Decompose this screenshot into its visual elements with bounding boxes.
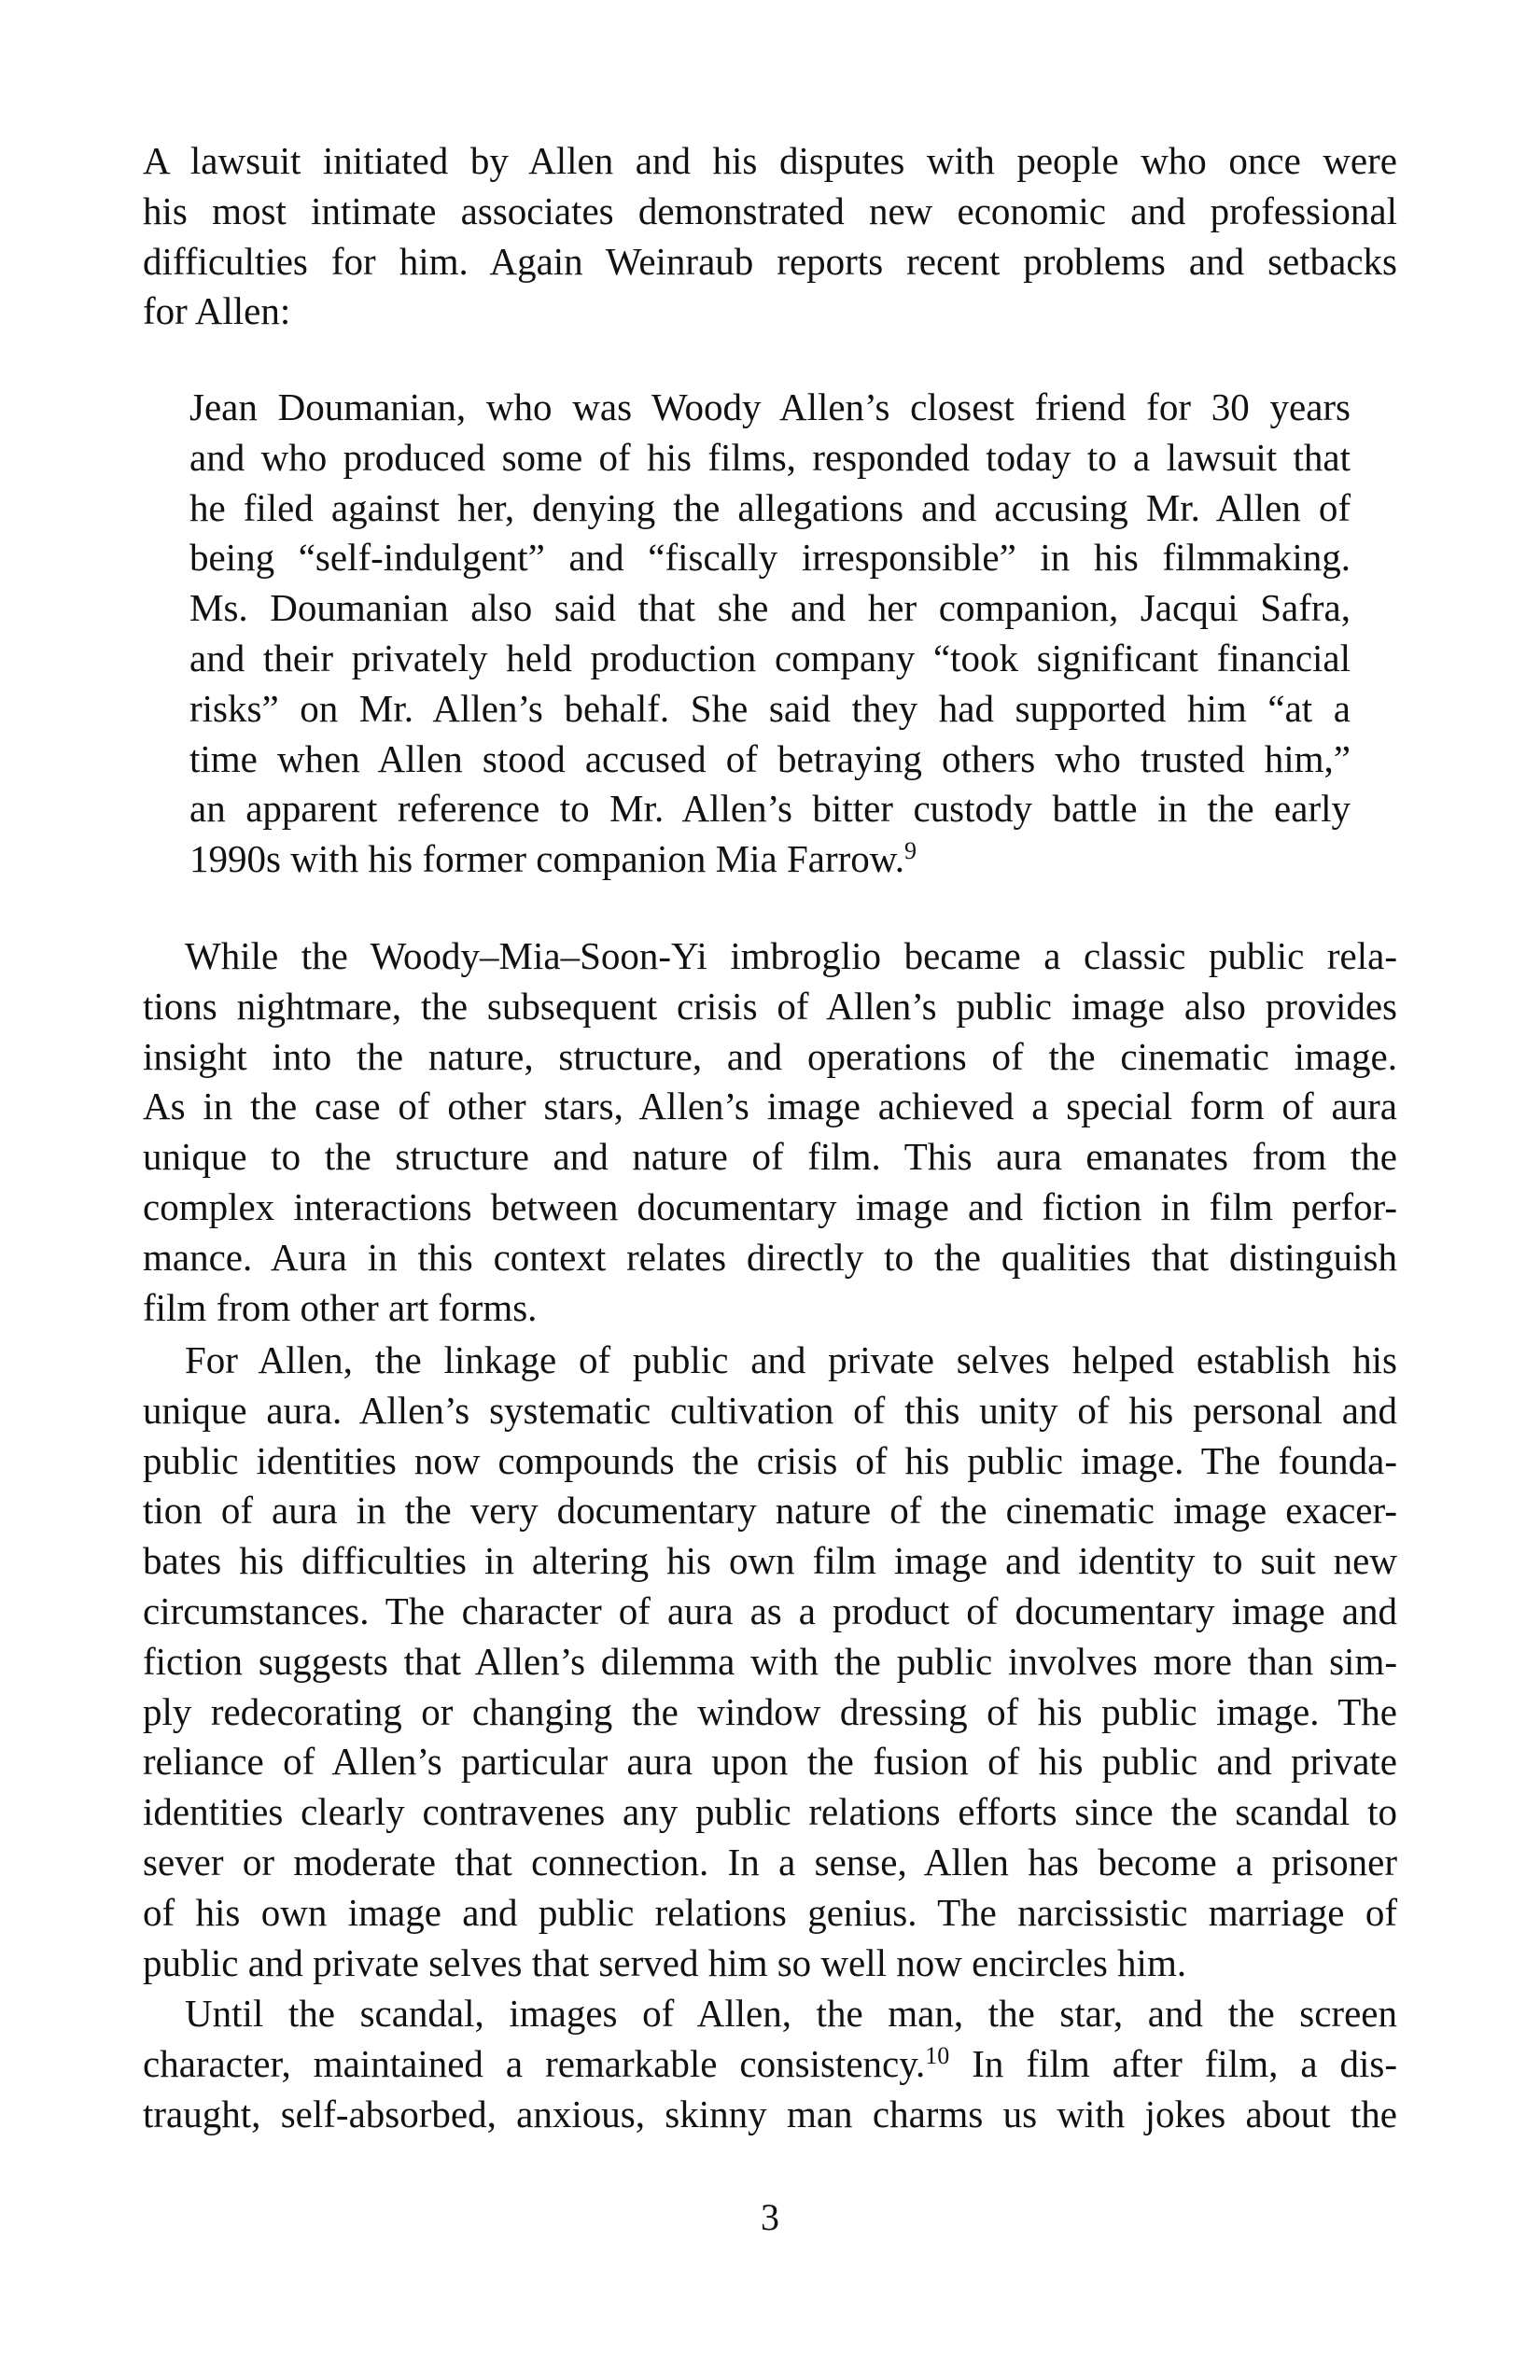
- quote-line: he filed against her, denying the allegations and accusing Mr. Allen of: [189, 485, 1351, 529]
- text-line: bates his difficulties in altering his own film image and identity to suit new: [143, 1539, 1397, 1583]
- text-line: traught, self-absorbed, anxious, skinny man charms us with jokes about the: [143, 2092, 1397, 2135]
- text-line: for Allen:: [143, 289, 291, 333]
- text-line-with-footnote: [143, 2039, 1397, 2090]
- text-line: circumstances. The character of aura as a product of documentary image and: [143, 1589, 1397, 1632]
- text-segment: character, maintained a remarkable consistency.: [143, 2041, 926, 2085]
- text-line: fiction suggests that Allen’s dilemma with the public involves more than sim-: [143, 1639, 1397, 1683]
- text-line: complex interactions between documentary image and fiction in film perfor-: [143, 1184, 1397, 1228]
- page-number: 3: [761, 2196, 779, 2238]
- block-quote: [189, 383, 1351, 885]
- paragraph-intro: [143, 136, 1397, 337]
- footnote-ref-10[interactable]: 10: [925, 2041, 950, 2069]
- text-line: While the Woody–Mia–Soon-Yi imbroglio became a classic public rela-: [185, 934, 1397, 977]
- paragraph-imbroglio: [143, 931, 1397, 1333]
- paragraph-public-private: [143, 1336, 1397, 1988]
- quote-line: an apparent reference to Mr. Allen’s bitter custody battle in the early: [189, 787, 1351, 831]
- text-line: tions nightmare, the subsequent crisis of Allen’s public image also provides: [143, 984, 1397, 1028]
- footnote-ref-9[interactable]: 9: [903, 837, 917, 865]
- text-line: reliance of Allen’s particular aura upon the fusion of his public and private: [143, 1740, 1397, 1784]
- text-line: his most intimate associates demonstrated new economic and professional: [143, 189, 1397, 232]
- quote-line: Jean Doumanian, who was Woody Allen’s closest friend for 30 years: [189, 385, 1351, 428]
- text-line: difficulties for him. Again Weinraub reports recent problems and setbacks: [143, 239, 1397, 283]
- quote-line: and their privately held production company “took significant financial: [189, 636, 1351, 679]
- text-line: identities clearly contravenes any public relations efforts since the scandal to: [143, 1790, 1397, 1834]
- quote-line: Ms. Doumanian also said that she and her companion, Jacqui Safra,: [189, 586, 1351, 630]
- paragraph-until-the-scandal: [143, 1989, 1397, 2139]
- text-segment: In film after film, a dis-: [949, 2041, 1397, 2085]
- text-line: insight into the nature, structure, and operations of the cinematic image.: [143, 1034, 1397, 1078]
- text-line: mance. Aura in this context relates directly to the qualities that distinguish: [143, 1235, 1397, 1279]
- quote-line: risks” on Mr. Allen’s behalf. She said they had supported him “at a: [189, 686, 1351, 730]
- text-line: Until the scandal, images of Allen, the man, the star, and the screen: [185, 1992, 1397, 2035]
- quote-line: and who produced some of his films, responded today to a lawsuit that: [189, 435, 1351, 479]
- text-line: sever or moderate that connection. In a sense, Allen has become a prisoner: [143, 1840, 1397, 1883]
- quote-line: time when Allen stood accused of betraying others who trusted him,”: [189, 736, 1351, 780]
- quote-line: being “self-indulgent” and “fiscally irresponsible” in his filmmaking.: [189, 536, 1351, 580]
- text-line: As in the case of other stars, Allen’s image achieved a special form of aura: [143, 1085, 1397, 1128]
- text-line: For Allen, the linkage of public and private selves helped establish his: [185, 1338, 1397, 1381]
- text-line: public and private selves that served him so well now encircles him.: [143, 1940, 1187, 1984]
- quote-line-text: 1990s with his former companion Mia Farrow.: [189, 837, 904, 881]
- text-line: ply redecorating or changing the window dressing of his public image. The: [143, 1689, 1397, 1733]
- text-line: tion of aura in the very documentary nature of the cinematic image exacer-: [143, 1489, 1397, 1533]
- text-line: film from other art forms.: [143, 1285, 538, 1329]
- quote-line-last: [189, 834, 1351, 885]
- text-line: of his own image and public relations genius. The narcissistic marriage of: [143, 1890, 1397, 1934]
- text-line: unique aura. Allen’s systematic cultivation of this unity of his personal and: [143, 1388, 1397, 1432]
- text-line: public identities now compounds the crisis of his public image. The founda-: [143, 1438, 1397, 1482]
- text-line: unique to the structure and nature of film. This aura emanates from the: [143, 1135, 1397, 1179]
- text-line: A lawsuit initiated by Allen and his disputes with people who once were: [143, 139, 1397, 182]
